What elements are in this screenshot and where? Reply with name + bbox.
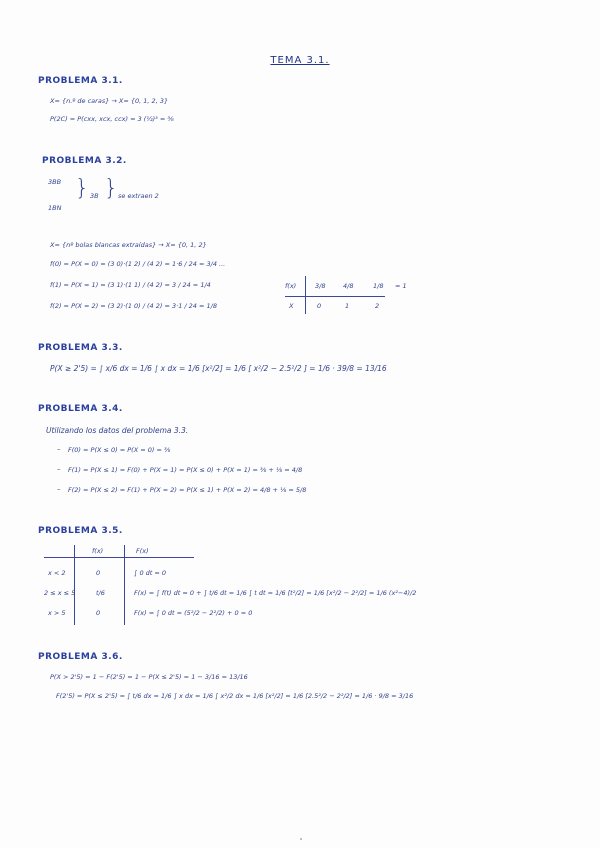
dist-label-fx: f(x) xyxy=(285,282,297,290)
p32-line-1: X= {nº bolas blancas extraídas} → X= {0, 1, 2} xyxy=(50,241,207,249)
dist-f1: 4/8 xyxy=(343,282,354,290)
p32-balls-black: 1BN xyxy=(48,204,62,212)
dist-f2: 1/8 xyxy=(373,282,384,290)
page-mark xyxy=(300,838,302,840)
heading-3-6: PROBLEMA 3.6. xyxy=(38,652,123,662)
bullet-dash: – xyxy=(57,445,61,453)
heading-3-2: PROBLEMA 3.2. xyxy=(42,156,127,166)
row1-F: ∫ 0 dt = 0 xyxy=(134,569,167,577)
row1-f: 0 xyxy=(96,569,101,577)
bullet-dash: – xyxy=(57,465,61,473)
dist-x1: 1 xyxy=(345,302,350,310)
p34-line-2: F(1) = P(X ≤ 1) = F(0) + P(X = 1) = P(X ≤ 0) + P(X = 1) = ⅜ + ⅛ = 4/8 xyxy=(68,466,303,474)
p34-line-1: F(0) = P(X ≤ 0) = P(X = 0) = ⅜ xyxy=(68,446,171,454)
p34-line-3: F(2) = P(X ≤ 2) = F(1) + P(X = 2) = P(X ≤ 1) + P(X = 2) = 4/8 + ⅛ = 5/8 xyxy=(68,486,307,494)
brace-symbol: } xyxy=(75,176,89,201)
row3-x: x > 5 xyxy=(48,609,66,617)
bullet-dash: – xyxy=(57,485,61,493)
dist-x0: 0 xyxy=(317,302,322,310)
heading-3-1: PROBLEMA 3.1. xyxy=(38,76,123,86)
p31-line-1: X= {n.º de caras} → X= {0, 1, 2, 3} xyxy=(50,97,169,105)
dist-label-x: X xyxy=(289,302,294,310)
row2-x: 2 ≤ x ≤ 5 xyxy=(44,589,76,597)
p34-intro: Utilizando los datos del problema 3.3. xyxy=(46,426,189,435)
p32-count: 3B xyxy=(90,192,99,200)
p36-line-1: P(X > 2'5) = 1 − F(2'5) = 1 − P(X ≤ 2'5) = 1 − 3/16 = 13/16 xyxy=(50,673,248,681)
p32-line-2: f(0) = P(X = 0) = (3 0)·(1 2) / (4 2) = 1·6 / 24 = 3/4 ... xyxy=(50,260,226,268)
col-Fx: F(x) xyxy=(136,547,149,555)
p31-line-2: P(2C) = P(cxx, xcx, ccx) = 3 (½)³ = ⅜ xyxy=(50,115,174,123)
p33-line-1: P(X ≥ 2'5) = ∫ x/6 dx = 1/6 ∫ x dx = 1/6 [x²/2] = 1/6 [ x²/2 − 2.5²/2 ] = 1/6 · 39/8 = 13/16 xyxy=(50,364,387,373)
row2-f: t/6 xyxy=(96,589,105,597)
distribution-function-table xyxy=(44,545,584,625)
row3-F: F(x) = ∫ 0 dt = (5²/2 − 2²/2) + 0 = 0 xyxy=(134,609,253,617)
brace-symbol-2: } xyxy=(104,176,118,201)
distribution-table xyxy=(285,276,435,316)
dist-sum: = 1 xyxy=(395,282,407,290)
page-title: TEMA 3.1. xyxy=(270,55,330,66)
heading-3-4: PROBLEMA 3.4. xyxy=(38,404,123,414)
p32-line-3: f(1) = P(X = 1) = (3 1)·(1 1) / (4 2) = 3 / 24 = 1/4 xyxy=(50,281,211,289)
row3-f: 0 xyxy=(96,609,101,617)
heading-3-3: PROBLEMA 3.3. xyxy=(38,343,123,353)
heading-3-5: PROBLEMA 3.5. xyxy=(38,526,123,536)
dist-x2: 2 xyxy=(375,302,380,310)
p32-extract: se extraen 2 xyxy=(118,192,159,200)
p32-line-4: f(2) = P(X = 2) = (3 2)·(1 0) / (4 2) = 3·1 / 24 = 1/8 xyxy=(50,302,217,310)
dist-f0: 3/8 xyxy=(315,282,326,290)
p32-balls-white: 3BB xyxy=(48,178,62,186)
col-fx: f(x) xyxy=(92,547,104,555)
p36-line-2: F(2'5) = P(X ≤ 2'5) = ∫ t/6 dx = 1/6 ∫ x dx = 1/6 ∫ x²/2 dx = 1/6 [x²/2] = 1/6 [2.5²/2 − 2²/2] = 1/6 · 9/8 = 3/16 xyxy=(56,692,414,700)
row1-x: x < 2 xyxy=(48,569,66,577)
row2-F: F(x) = ∫ f(t) dt = 0 + ∫ t/6 dt = 1/6 ∫ t dt = 1/6 [t²/2] = 1/6 [x²/2 − 2²/2] = 1/6 (x²−4)/2 xyxy=(134,589,417,597)
